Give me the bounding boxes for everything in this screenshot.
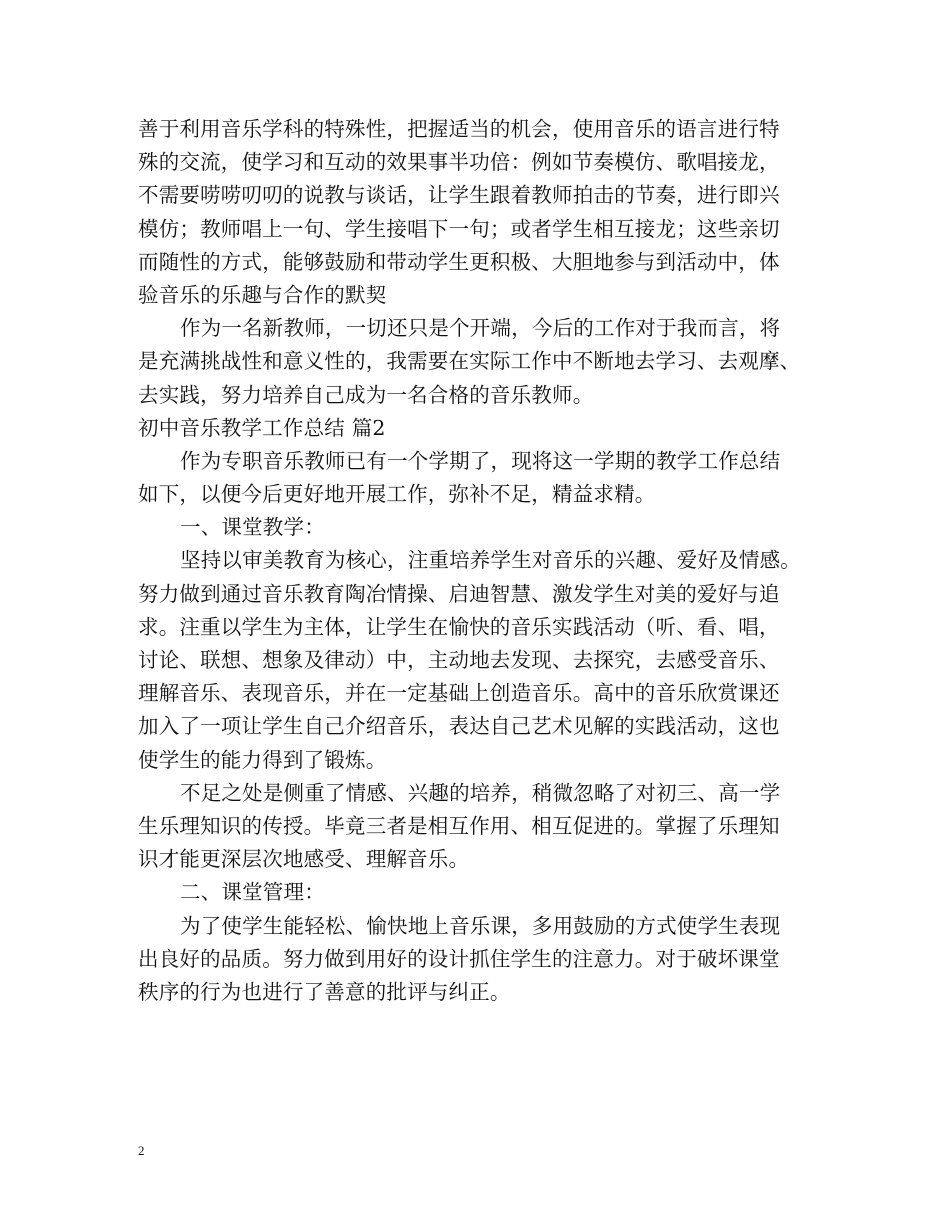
text-line: 验音乐的乐趣与合作的默契: [138, 282, 387, 307]
text-line: 讨论、联想、想象及律动）中，主动地去发现、去探究，去感受音乐、: [138, 648, 780, 672]
text-line: 模仿；教师唱上一句、学生接唱下一句；或者学生相互接龙；这些亲切: [138, 216, 780, 241]
text-line: 使学生的能力得到了锻炼。: [138, 747, 387, 772]
text-line: 努力做到通过音乐教育陶冶情操、启迪智慧、激发学生对美的爱好与追: [138, 581, 780, 606]
text-line: 不需要唠唠叨叨的说教与谈话，让学生跟着教师拍击的节奏，进行即兴: [138, 183, 780, 208]
text-line: 坚持以审美教育为核心，注重培养学生对音乐的兴趣、爱好及情感。: [180, 548, 801, 573]
text-line: 善于利用音乐学科的特殊性，把握适当的机会，使用音乐的语言进行特: [138, 117, 780, 141]
text-line: 殊的交流，使学习和互动的效果事半功倍：例如节奏模仿、歌唱接龙，: [138, 150, 780, 175]
text-line: 求。注重以学生为主体，让学生在愉快的音乐实践活动（听、看、唱，: [138, 614, 780, 639]
text-line: 不足之处是侧重了情感、兴趣的培养，稍微忽略了对初三、高一学: [180, 780, 781, 805]
subsection-heading: 一、课堂教学：: [180, 515, 325, 540]
text-line: 作为专职音乐教师已有一个学期了，现将这一学期的教学工作总结: [180, 448, 781, 473]
text-line: 如下，以便今后更好地开展工作，弥补不足，精益求精。: [138, 482, 656, 507]
body-text: [138, 113, 828, 1009]
text-line: 识才能更深层次地感受、理解音乐。: [138, 847, 470, 872]
text-line: 出良好的品质。努力做到用好的设计抓住学生的注意力。对于破坏课堂: [138, 946, 780, 971]
text-line: 理解音乐、表现音乐，并在一定基础上创造音乐。高中的音乐欣赏课还: [138, 681, 780, 706]
text-line: 为了使学生能轻松、愉快地上音乐课，多用鼓励的方式使学生表现: [180, 913, 781, 938]
text-line: 作为一名新教师，一切还只是个开端，今后的工作对于我而言，将: [180, 316, 781, 341]
text-line: 生乐理知识的传授。毕竟三者是相互作用、相互促进的。掌握了乐理知: [138, 813, 780, 838]
subsection-heading: 二、课堂管理：: [180, 880, 325, 905]
text-line: 去实践，努力培养自己成为一名合格的音乐教师。: [138, 382, 594, 407]
text-line: 加入了一项让学生自己介绍音乐，表达自己艺术见解的实践活动，这也: [138, 714, 780, 739]
text-line: 而随性的方式，能够鼓励和带动学生更积极、大胆地参与到活动中，体: [138, 249, 780, 274]
section-title: 初中音乐教学工作总结 篇2: [138, 415, 386, 440]
text-line: 秩序的行为也进行了善意的批评与纠正。: [138, 979, 511, 1004]
page-number: 2: [138, 1143, 145, 1158]
text-line: 是充满挑战性和意义性的，我需要在实际工作中不断地去学习、去观摩、: [138, 349, 801, 374]
